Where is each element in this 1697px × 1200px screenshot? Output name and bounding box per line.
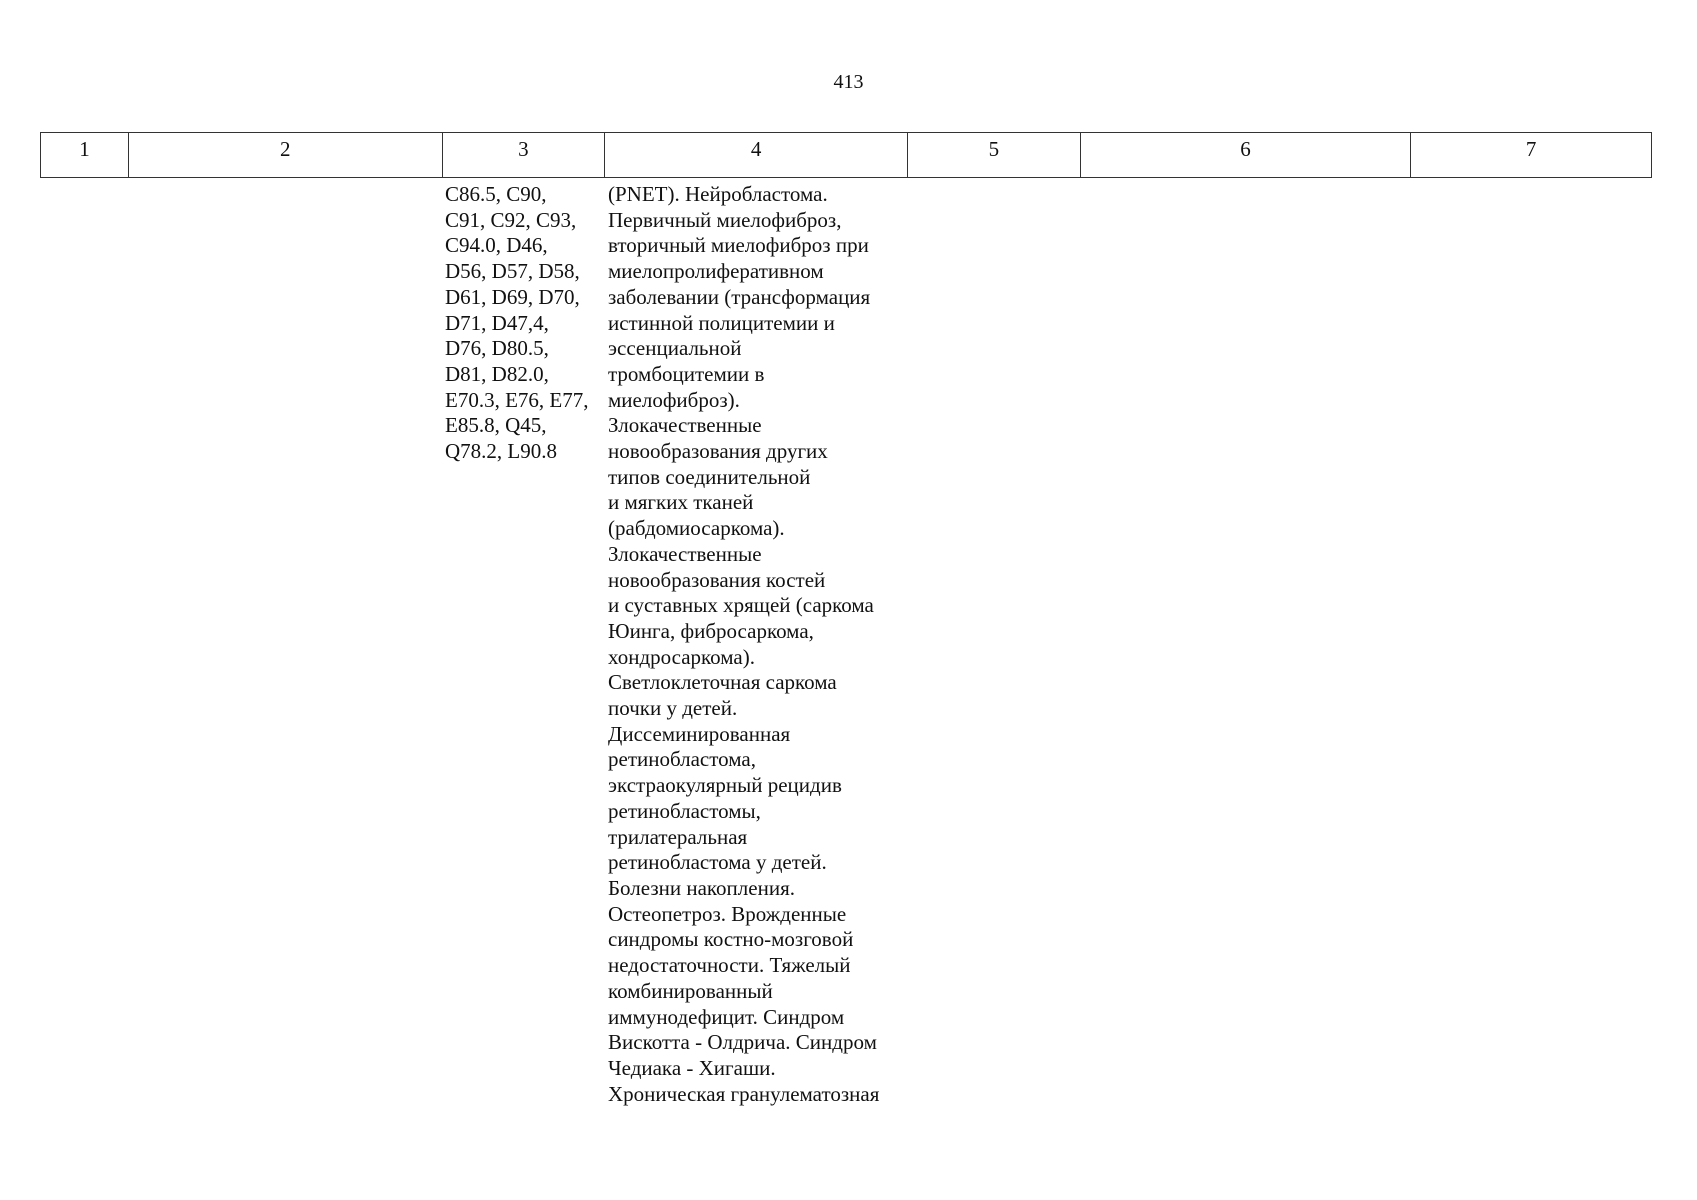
table-header-row bbox=[40, 132, 1652, 178]
header-cell-1: 1 bbox=[41, 133, 129, 177]
column-4-diagnoses bbox=[608, 182, 879, 1107]
header-cell-7: 7 bbox=[1525, 137, 1537, 161]
header-cell-3: 3 bbox=[443, 133, 606, 177]
diagnosis-line: миелофиброз). bbox=[608, 387, 740, 412]
code-line: E70.3, E76, E77, bbox=[445, 387, 589, 412]
column-3-icd-codes bbox=[445, 182, 588, 465]
diagnosis-line: комбинированный bbox=[608, 978, 773, 1003]
diagnosis-line: новообразования костей bbox=[608, 567, 826, 592]
diagnosis-line: ретинобластома у детей. bbox=[608, 850, 827, 875]
code-line: D56, D57, D58, bbox=[445, 259, 580, 284]
diagnosis-line: Злокачественные bbox=[608, 541, 762, 566]
diagnosis-line: недостаточности. Тяжелый bbox=[608, 953, 851, 978]
diagnosis-line: тромбоцитемии в bbox=[608, 361, 765, 386]
diagnosis-line: Чедиака - Хигаши. bbox=[608, 1055, 776, 1080]
diagnosis-line: Вискотта - Олдрича. Синдром bbox=[608, 1030, 877, 1055]
diagnosis-line: хондросаркома). bbox=[608, 644, 755, 669]
code-line: D76, D80.5, bbox=[445, 336, 549, 361]
diagnosis-line: новообразования других bbox=[608, 439, 828, 464]
header-cell-4: 4 bbox=[605, 133, 908, 177]
diagnosis-line: Светлоклеточная саркома bbox=[608, 670, 837, 695]
diagnosis-line: Хроническая гранулематозная bbox=[608, 1081, 880, 1106]
diagnosis-line: типов соединительной bbox=[608, 464, 811, 489]
diagnosis-line: миелопролиферативном bbox=[608, 259, 824, 284]
diagnosis-line: заболевании (трансформация bbox=[608, 284, 871, 309]
code-line: D71, D47,4, bbox=[445, 310, 549, 335]
page-number: 413 bbox=[833, 71, 864, 93]
header-cell-5: 5 bbox=[908, 133, 1081, 177]
diagnosis-line: синдромы костно-мозговой bbox=[608, 927, 854, 952]
diagnosis-line: Первичный миелофиброз, bbox=[608, 207, 842, 232]
diagnosis-line: почки у детей. bbox=[608, 696, 738, 721]
diagnosis-line: и мягких тканей bbox=[608, 490, 754, 515]
code-line: E85.8, Q45, bbox=[445, 413, 547, 438]
diagnosis-line: Болезни накопления. bbox=[608, 875, 795, 900]
code-line: C86.5, C90, bbox=[445, 182, 547, 206]
diagnosis-line: ретинобластомы, bbox=[608, 798, 761, 823]
code-line: D61, D69, D70, bbox=[445, 284, 580, 309]
diagnosis-line: ретинобластома, bbox=[608, 747, 756, 772]
diagnosis-line: Остеопетроз. Врожденные bbox=[608, 901, 847, 926]
diagnosis-line: (PNET). Нейробластома. bbox=[608, 182, 828, 206]
code-line: Q78.2, L90.8 bbox=[445, 439, 557, 464]
code-line: D81, D82.0, bbox=[445, 361, 549, 386]
header-cell-6: 6 bbox=[1081, 133, 1412, 177]
diagnosis-line: трилатеральная bbox=[608, 824, 748, 849]
diagnosis-line: эссенциальной bbox=[608, 336, 742, 361]
diagnosis-line: истинной полицитемии и bbox=[608, 310, 835, 335]
code-line: C94.0, D46, bbox=[445, 233, 548, 258]
diagnosis-line: Юинга, фибросаркома, bbox=[608, 618, 814, 643]
diagnosis-line: вторичный миелофиброз при bbox=[608, 233, 869, 258]
diagnosis-line: Злокачественные bbox=[608, 413, 762, 438]
diagnosis-line: иммунодефицит. Синдром bbox=[608, 1004, 845, 1029]
header-cell-2: 2 bbox=[129, 133, 443, 177]
diagnosis-line: и суставных хрящей (саркома bbox=[608, 593, 874, 618]
diagnosis-line: (рабдомиосаркома). bbox=[608, 516, 785, 541]
diagnosis-line: Диссеминированная bbox=[608, 721, 791, 746]
code-line: C91, C92, C93, bbox=[445, 207, 577, 232]
diagnosis-line: экстраокулярный рецидив bbox=[608, 773, 842, 798]
